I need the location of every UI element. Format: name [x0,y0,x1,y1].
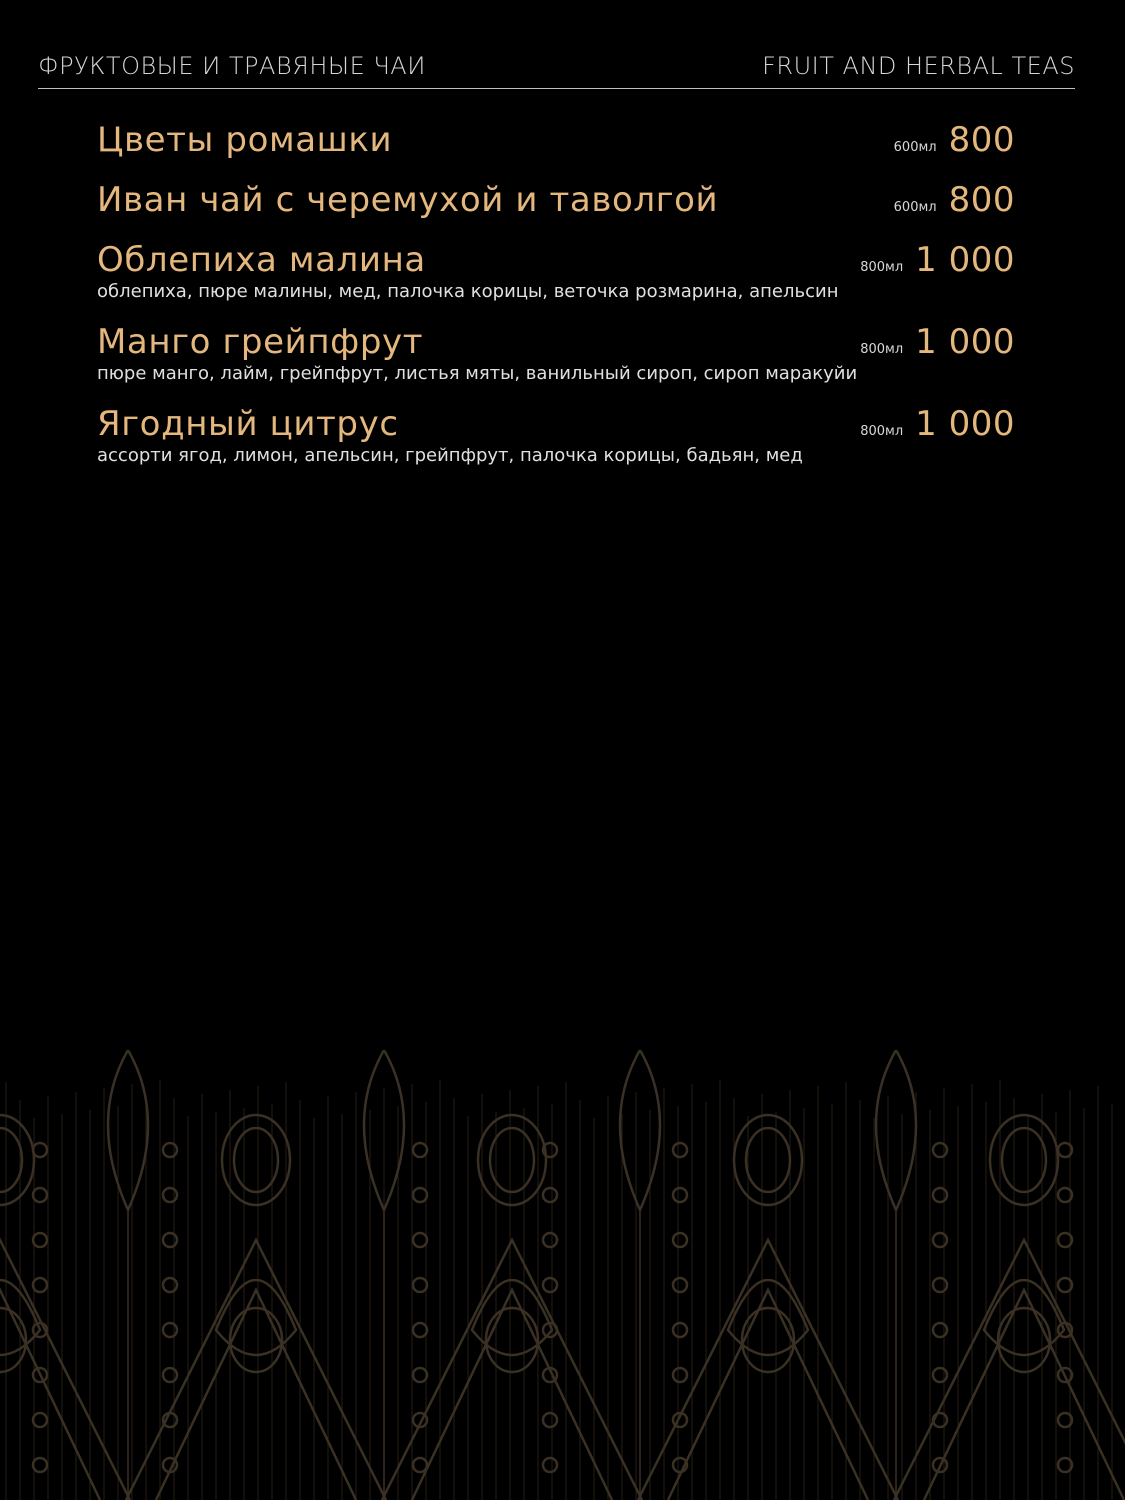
menu-item-name: Облепиха малина [97,240,426,280]
decorative-ornament [0,1050,1125,1500]
menu-item-price: 800 [948,120,1015,160]
menu-item-price: 1 000 [915,404,1015,444]
menu-item-name: Манго грейпфрут [97,322,424,362]
menu-item [97,178,1015,222]
menu-item-volume: 600мл [893,140,937,155]
menu-item [97,118,1015,162]
menu-item-volume: 800мл [860,342,904,357]
page-header [38,52,1075,89]
menu-item [97,238,1015,304]
menu-item-volume: 800мл [860,424,904,439]
menu-item-name: Иван чай с черемухой и таволгой [97,180,719,220]
menu-item-description: ассорти ягод, лимон, апельсин, грейпфрут, палочка корицы, бадьян, мед [97,445,803,466]
menu-item-price: 800 [948,180,1015,220]
menu-item-name: Цветы ромашки [97,120,393,160]
section-title-en: FRUIT AND HERBAL TEAS [762,52,1075,80]
menu-item [97,320,1015,386]
menu-item-volume: 600мл [893,200,937,215]
menu-list [97,118,1015,484]
menu-item [97,402,1015,468]
menu-item-description: пюре манго, лайм, грейпфрут, листья мяты, ванильный сироп, сироп маракуйи [97,363,858,384]
menu-item-volume: 800мл [860,260,904,275]
section-title-ru: ФРУКТОВЫЕ И ТРАВЯНЫЕ ЧАИ [38,52,426,80]
menu-item-description: облепиха, пюре малины, мед, палочка корицы, веточка розмарина, апельсин [97,281,839,302]
menu-item-name: Ягодный цитрус [97,404,399,444]
menu-item-price: 1 000 [915,240,1015,280]
menu-item-price: 1 000 [915,322,1015,362]
